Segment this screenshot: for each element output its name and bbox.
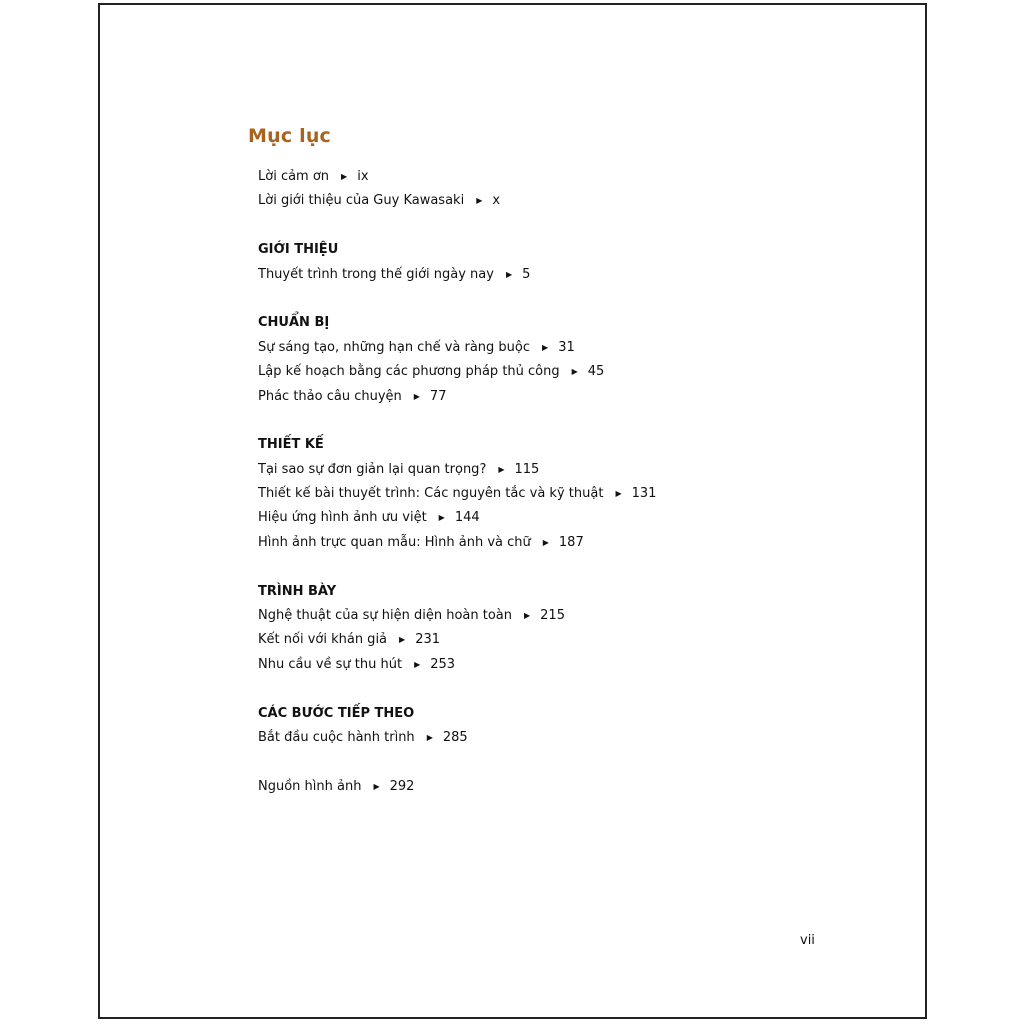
toc-entry-label: Phác thảo câu chuyện xyxy=(258,388,402,404)
arrow-icon: ▶ xyxy=(571,367,578,377)
table-of-contents xyxy=(258,165,858,799)
toc-entry xyxy=(258,263,858,287)
toc-entry xyxy=(258,531,858,555)
toc-entry-page: 144 xyxy=(454,510,480,526)
toc-entry-page: 292 xyxy=(389,778,415,794)
toc-entry xyxy=(258,775,858,799)
arrow-icon: ▶ xyxy=(413,391,420,401)
arrow-icon: ▶ xyxy=(476,196,483,206)
toc-entry xyxy=(258,189,858,213)
section-heading: CÁC BƯỚC TIẾP THEO xyxy=(258,705,415,721)
arrow-icon: ▶ xyxy=(399,635,406,645)
spacer xyxy=(258,750,858,774)
arrow-icon: ▶ xyxy=(341,172,348,181)
toc-entry-label: Nghệ thuật của sự hiện diện hoàn toàn xyxy=(258,608,512,624)
toc-entry-label: Kết nối với khán giả xyxy=(258,632,388,648)
section-heading: CHUẨN BỊ xyxy=(258,315,330,331)
arrow-icon: ▶ xyxy=(414,659,421,669)
arrow-icon: ▶ xyxy=(542,342,549,352)
arrow-icon: ▶ xyxy=(542,537,549,547)
toc-entry-label: Sự sáng tạo, những hạn chế và ràng buộc xyxy=(258,339,531,355)
toc-entry-label: Bắt đầu cuộc hành trình xyxy=(258,729,415,745)
toc-entry-label: Thuyết trình trong thế giới ngày nay xyxy=(258,266,494,282)
toc-entry-label: Tại sao sự đơn giản lại quan trọng? xyxy=(258,461,487,477)
toc-entry xyxy=(258,336,858,360)
toc-entry xyxy=(258,482,858,506)
toc-entry-label: Hiệu ứng hình ảnh ưu việt xyxy=(258,510,427,526)
toc-entry-page: 131 xyxy=(631,486,657,502)
arrow-icon: ▶ xyxy=(373,781,380,791)
section-heading: THIẾT KẾ xyxy=(258,437,324,453)
toc-entry xyxy=(258,360,858,384)
book-page xyxy=(98,3,927,1019)
toc-entry-label: Nhu cầu về sự thu hút xyxy=(258,656,403,672)
toc-entry-page: 45 xyxy=(587,364,605,380)
toc-entry-page: 215 xyxy=(540,608,565,624)
toc-entry-label: Lời giới thiệu của Guy Kawasaki xyxy=(258,193,465,209)
arrow-icon: ▶ xyxy=(615,489,622,499)
toc-entry-page: 77 xyxy=(429,388,447,404)
toc-entry-label: Lời cảm ơn xyxy=(258,169,330,184)
toc-entry-page: 115 xyxy=(514,461,540,477)
toc-entry-label: Lập kế hoạch bằng các phương pháp thủ công xyxy=(258,364,560,380)
toc-entry-page: 187 xyxy=(558,534,584,550)
toc-entry xyxy=(258,458,858,482)
toc-entry xyxy=(258,653,858,677)
arrow-icon: ▶ xyxy=(505,269,513,279)
toc-entry xyxy=(258,506,858,530)
arrow-icon: ▶ xyxy=(524,611,531,621)
toc-entry-page: 253 xyxy=(430,656,456,672)
toc-entry-label: Nguồn hình ảnh xyxy=(258,778,362,794)
arrow-icon: ▶ xyxy=(426,732,433,742)
toc-entry-page: 5 xyxy=(522,266,531,282)
toc-entry-page: 31 xyxy=(558,339,575,355)
toc-entry-page: 231 xyxy=(415,632,441,648)
toc-entry-page: x xyxy=(492,193,501,209)
toc-entry-label: Hình ảnh trực quan mẫu: Hình ảnh và chữ xyxy=(258,534,531,550)
arrow-icon: ▶ xyxy=(498,464,505,474)
toc-entry xyxy=(258,165,858,189)
toc-entry-page: ix xyxy=(357,169,369,184)
toc-entry-page: 285 xyxy=(442,729,468,745)
toc-entry xyxy=(258,604,858,628)
toc-title: Mục lục xyxy=(248,125,332,147)
toc-entry xyxy=(258,385,858,409)
section-heading: TRÌNH BÀY xyxy=(258,583,337,599)
toc-entry xyxy=(258,628,858,652)
section-heading: GIỚI THIỆU xyxy=(258,242,339,258)
toc-entry xyxy=(258,726,858,750)
toc-entry-label: Thiết kế bài thuyết trình: Các nguyên tắc và kỹ thuật xyxy=(258,486,604,502)
page-number: vii xyxy=(800,933,815,948)
arrow-icon: ▶ xyxy=(438,513,445,523)
